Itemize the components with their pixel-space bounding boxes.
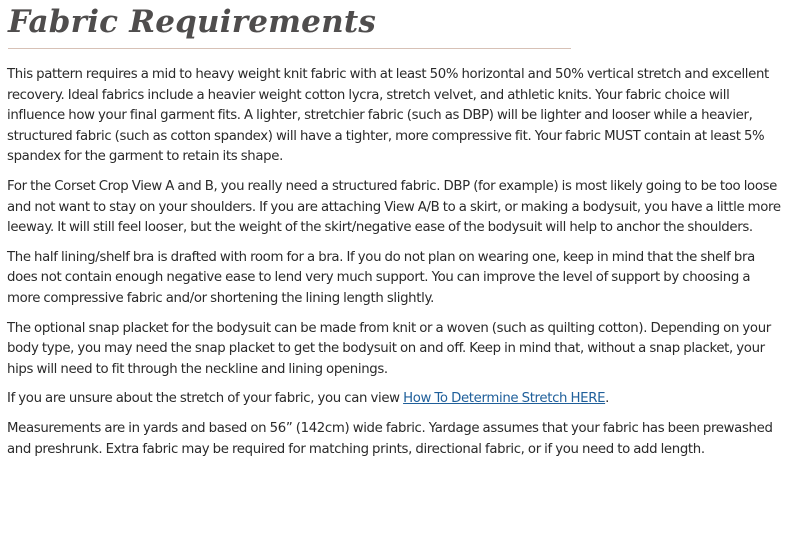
paragraph-fabric-type: This pattern requires a mid to heavy weight knit fabric with at least 50% horizontal and 50% vertical stretch and excellent recovery. Ideal fabrics include a heavier weight cotton lycra, stretch velvet, and athletic knits. Your fabric choice will influence how your final garment fits. A lighter, stretchier fabric (such as DBP) will be lighter and looser while a heavier, structured fabric (such as cotton spandex) will have a tighter, more compressive fit. Your fabric MUST contain at least 5% spandex for the garment to retain its shape.	[7, 67, 769, 165]
paragraph-snap-placket: The optional snap placket for the bodysuit can be made from knit or a woven (such as quilting cotton). Depending on your body type, you may need the snap placket to get the bodysuit on and off. Keep in mind that, without a snap placket, your hips will need to fit through the neckline and lining openings.	[7, 320, 771, 377]
paragraph-measurements: Measurements are in yards and based on 56” (142cm) wide fabric. Yardage assumes that your fabric has been prewashed and preshrunk. Extra fabric may be required for matching prints, directional fabric, or if you need to add length.	[7, 420, 773, 457]
title-divider	[8, 48, 571, 49]
paragraph-corset-crop: For the Corset Crop View A and B, you really need a structured fabric. DBP (for example) is most likely going to be too loose and not want to stay on your shoulders. If you are attaching View A/B to a skirt, or making a bodysuit, you have a little more leeway. It will still feel looser, but the weight of the skirt/negative ease of the bodysuit will help to anchor the shoulders.	[7, 178, 781, 236]
page-title: Fabric Requirements	[8, 4, 377, 40]
determine-stretch-link[interactable]: How To Determine Stretch HERE	[403, 391, 606, 407]
stretch-note-end: .	[605, 391, 610, 407]
paragraph-stretch-note	[7, 389, 783, 410]
stretch-note-text: If you are unsure about the stretch of your fabric, you can view	[7, 391, 404, 407]
paragraph-shelf-bra: The half lining/shelf bra is drafted with room for a bra. If you do not plan on wearing one, keep in mind that the shelf bra does not contain enough negative ease to lend very much support. You can improve the level of support by choosing a more compressive fabric and/or shortening the lining length slightly.	[7, 249, 755, 306]
fabric-requirements-body	[7, 65, 783, 469]
